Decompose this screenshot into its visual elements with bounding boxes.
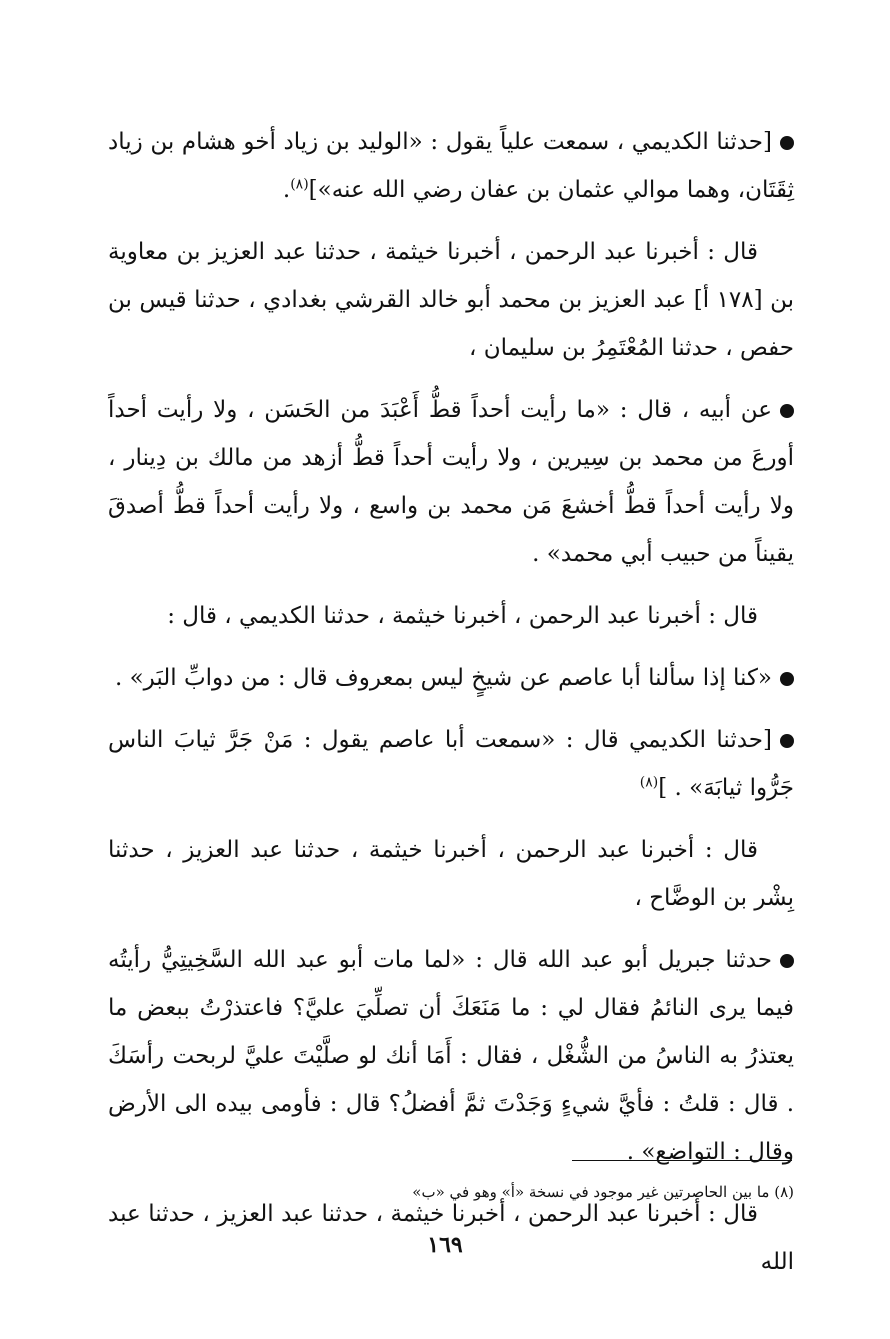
- bullet-paragraph: [108, 386, 794, 578]
- paragraph-text: [حدثنا الكديمي ، سمعت علياً يقول : «الوليد بن زياد أخو هشام بن زياد ثِقَتَان، وهما موالي عثمان بن عفان رضي الله عنه»]: [108, 129, 794, 203]
- paragraph: [108, 228, 794, 372]
- paragraph-end-mark: .: [282, 177, 291, 203]
- page-number: ١٦٩: [427, 1232, 463, 1258]
- paragraph-text: [حدثنا الكديمي قال : «سمعت أبا عاصم يقول : مَنْ جَرَّ ثيابَ الناس جَرُّوا ثيابَهَ» . ]: [108, 727, 794, 801]
- footnote-ref: (٨): [639, 774, 659, 791]
- paragraph-text: قال : أخبرنا عبد الرحمن ، أخبرنا خيثمة ، حدثنا عبد العزيز ، حدثنا بِشْر بن الوضَّاح ،: [108, 837, 794, 911]
- bullet-paragraph: [108, 716, 794, 812]
- bullet-paragraph: [108, 118, 794, 214]
- paragraph-text: عن أبيه ، قال : «ما رأيت أحداً قطُّ أَعْبَدَ من الحَسَن ، ولا رأيت أحداً أورعَ من محمد بن سِيرين ، ولا رأيت أحداً قطُّ أزهد من مالك بن دِينار ، ولا رأيت أحداً قطُّ أخشعَ مَن محمد بن واسع ، ولا رأيت أحداً قطُّ أصدقَ يقيناً من حبيب أبي محمد» .: [108, 397, 794, 567]
- paragraph-text: قال : أخبرنا عبد الرحمن ، أخبرنا خيثمة ، حدثنا عبد العزيز ، حدثنا عبد الله: [108, 1201, 794, 1275]
- footnote-ref: (٨): [290, 176, 309, 193]
- paragraph-text: قال : أخبرنا عبد الرحمن ، أخبرنا خيثمة ، حدثنا الكديمي ، قال :: [167, 603, 758, 629]
- paragraph: [108, 826, 794, 922]
- footnote: (٨) ما بين الحاصرتين غير موجود في نسخة «أ» وهو في «ب»: [412, 1183, 794, 1201]
- footnote-divider: [572, 1160, 792, 1161]
- paragraph-text: حدثنا جبريل أبو عبد الله قال : «لما مات أبو عبد الله السَّخِيتِيُّ رأيتُه فيما يرى النائمُ فقال لي : ما مَنَعَكَ أن تصلِّيَ عليَّ؟ فاعتذرْتُ ببعض ما يعتذرُ به الناسُ من الشُّغْل ، فقال : أَمَا أنك لو صلَّيْتَ عليَّ لربحت رأسَكَ . قال : قلتُ : فأيَّ شيءٍ وَجَدْتَ ثمَّ أفضلُ؟ قال : فأومى بيده الى الأرض وقال : التواضع» .: [108, 947, 795, 1165]
- paragraph-text: قال : أخبرنا عبد الرحمن ، أخبرنا خيثمة ، حدثنا عبد العزيز بن معاوية بن [١٧٨ أ] عبد العزيز بن محمد أبو خالد القرشي بغدادي ، حدثنا قيس بن حفص ، حدثنا المُعْتَمِرُ بن سليمان ،: [108, 239, 794, 361]
- paragraph: [108, 592, 794, 640]
- bullet-paragraph: [108, 936, 794, 1176]
- bullet-dot: [780, 672, 794, 686]
- bullet-paragraph: [108, 654, 794, 702]
- bullet-dot: [780, 734, 794, 748]
- bullet-dot: [780, 954, 794, 968]
- bullet-dot: [780, 136, 794, 150]
- bullet-dot: [780, 404, 794, 418]
- page-body: [108, 118, 794, 1300]
- paragraph-text: «كنا إذا سألنا أبا عاصم عن شيخٍ ليس بمعروف قال : من دوابِّ البَر» .: [114, 665, 772, 691]
